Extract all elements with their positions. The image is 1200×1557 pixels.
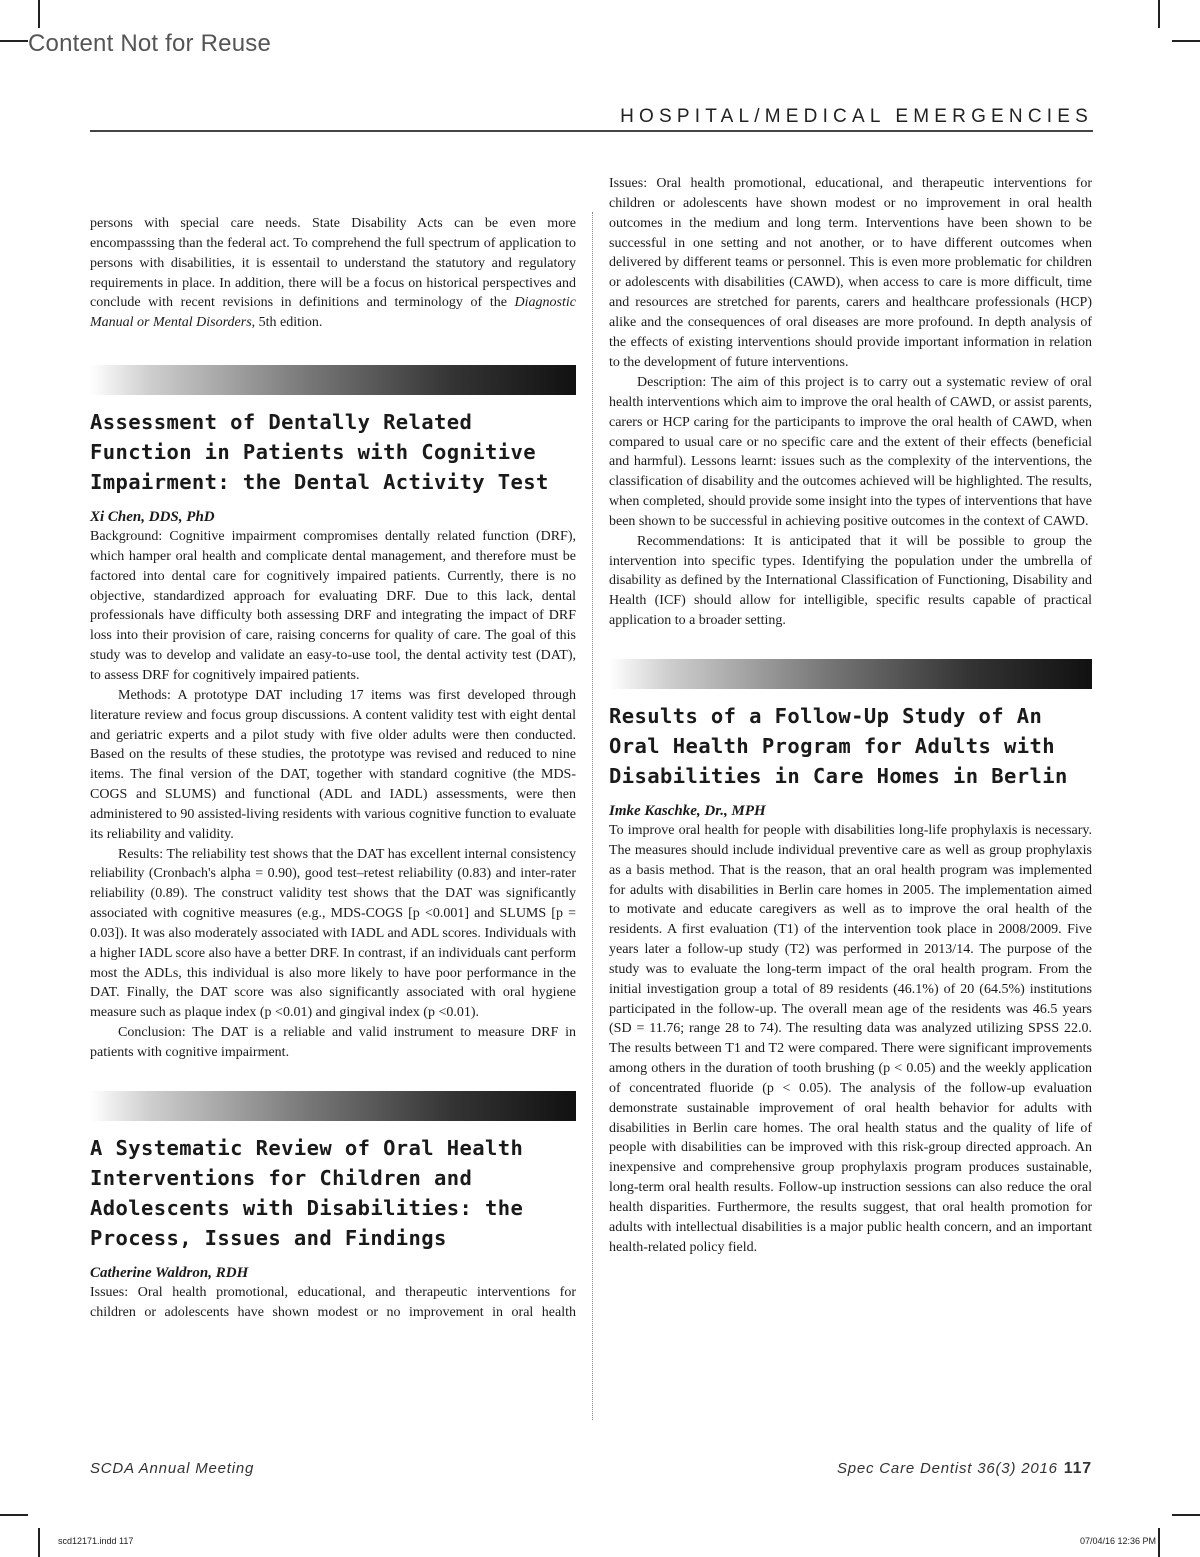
- crop-mark: [1172, 1514, 1200, 1516]
- intro-italic: Diagnostic Manual or Mental Disorders: [90, 295, 576, 331]
- crop-mark: [1158, 1528, 1160, 1557]
- intro-paragraph: [90, 214, 576, 333]
- article-paragraph-text: Issues: Oral health promotional, educational, and therapeutic interventions for children or adolescents have shown modest or no improvement in oral health: [90, 1284, 576, 1320]
- article-paragraph: [90, 1283, 576, 1323]
- article-author: Xi Chen, DDS, PhD: [90, 509, 215, 526]
- article-paragraph: Recommendations: It is anticipated that it will be possible to group the intervention into specific types. Identifying the population under the umbrella of disability as defined by the International Classification of Functioning, Disability and Health (ICF) should allow for intelligible, specific results capable of practical application to a broader setting.: [609, 533, 1092, 629]
- slug-timestamp: 07/04/16 12:36 PM: [1079, 1536, 1156, 1546]
- article-author: Catherine Waldron, RDH: [90, 1264, 249, 1281]
- intro-text: persons with special care needs. State Disability Acts can be even more encompasssing than the federal act. To comprehend the full spectrum of application to persons with disabilities, it is essentail to understand the statutory and regulatory requirements in place. In addition, there will be a focus on historical perspectives and conclude with recent revisions in definitions and terminology of the: [90, 216, 576, 311]
- article-paragraph-continued: [609, 174, 1092, 373]
- footer-citation: [837, 1460, 1092, 1478]
- crop-mark: [38, 0, 40, 28]
- article-banner: [90, 365, 576, 395]
- article-paragraph: Conclusion: The DAT is a reliable and valid instrument to measure DRF in patients with cognitive impairment.: [90, 1025, 576, 1060]
- footer-meeting: SCDA Annual Meeting: [90, 1460, 255, 1477]
- article-paragraph: To improve oral health for people with disabilities long-life prophylaxis is necessary. The measures should include individual preventive care as well as group prophylaxis as a basis method. That is the reason, that an oral health program was implemented for adults with disabilities in Berlin care homes in 2005. The implementation aimed to motivate and educate caregivers as well as to improve the oral health of the residents. A first evaluation (T1) of the intervention took place in 2008/2009. Five years later a follow-up study (T2) was performed in 2013/14. The purpose of the study was to evaluate the long-term impact of the oral health program. From the initial investigation group a total of 89 residents (46.1%) of 20 (64.5%) institutions participated in the follow-up. The overall mean age of the residents was 46.5 years (SD = 11.76; range 28 to 74). The resulting data was analyzed utilizing SPSS 22.0. The results between T1 and T2 were compared. There were significant improvements among others in the duration of tooth brushing (p < 0.05) and the weekly application of concentrated fluoride (p < 0.05). The analysis of the follow-up evaluation demonstrate sustainable improvement of oral health behavior for adults with disabilities in Berlin care homes. The oral health status and the quality of life of people with disabilities can be improved with this risk-group directed approach. An inexpensive and comprehensive group prophylaxis program produces sustainable, long-term oral health results. Follow-up instruction sessions can also reduce the oral health disparities. Furthermore, the results suggest, that oral health promotion for adults with intellectual disabilities is a major public health concern, and an important health-related policy field.: [609, 822, 1092, 1255]
- left-column: [90, 214, 576, 1323]
- article-banner: [609, 659, 1092, 689]
- article-paragraph: Methods: A prototype DAT including 17 items was first developed through literature review and focus group discussions. A content validity test with eight dental and geriatric experts and a pilot study with five older adults were then conducted. Based on the results of these studies, the prototype was revised and reduced to nine items. The final version of the DAT, together with standard cognitive (the MDS-COGS and SLUMS) and functional (ADL and IADL) assessments, were then administered to 90 assisted-living residents with various cognitive function to evaluate its reliability and validity.: [90, 687, 576, 842]
- section-header: HOSPITAL/MEDICAL EMERGENCIES: [620, 106, 1093, 127]
- article-title: Results of a Follow-Up Study of An Oral Health Program for Adults with Disabilities in Care Homes in Berlin: [609, 703, 1068, 788]
- header-rule: [90, 130, 1093, 132]
- article-title: A Systematic Review of Oral Health Interventions for Children and Adolescents with Disabilities: the Process, Issues and Findings: [90, 1135, 524, 1250]
- crop-mark: [1158, 0, 1160, 28]
- article-title: Assessment of Dentally Related Function in Patients with Cognitive Impairment: the Dental Activity Test: [90, 410, 549, 495]
- slug-filename: scd12171.indd 117: [58, 1536, 134, 1546]
- page-number: 117: [1063, 1460, 1092, 1477]
- crop-mark: [0, 40, 28, 42]
- article-author: Imke Kaschke, Dr., MPH: [609, 802, 766, 819]
- article-paragraph: Description: The aim of this project is to carry out a systematic review of oral health interventions which aim to improve the oral health of CAWD, or assist parents, carers or HCP caring for the participants to improve the oral health of CAWD, when compared to usual care or no specific care and the extent of their effects (beneficial and harmful). Lessons learnt: issues such as the complexity of the interventions, the classification of disability and the outcomes achieved will be highlighted. The results, when completed, should provide some insight into the types of interventions that have been shown to be successful in achieving positive outcomes in the context of CAWD.: [609, 375, 1092, 529]
- crop-mark: [1172, 40, 1200, 42]
- intro-text-end: , 5th edition.: [251, 315, 323, 331]
- watermark: Content Not for Reuse: [28, 30, 271, 57]
- footer-journal: Spec Care Dentist 36(3) 2016: [836, 1460, 1058, 1477]
- right-column: [609, 176, 1092, 1258]
- crop-mark: [38, 1528, 40, 1557]
- column-divider: [592, 212, 593, 1420]
- crop-mark: [0, 1514, 28, 1516]
- article-banner: [90, 1091, 576, 1121]
- article-paragraph-text: Issues: Oral health promotional, educational, and therapeutic interventions for children or adolescents have shown modest or no improvement in oral health outcomes in the medium and long term. Interventions have been shown to be successful in one setting and not another, or to have different outcomes when delivered by different teams or personnel. This is even more problematic for children or adolescents with disabilities (CAWD), when access to care is more difficult, time and resources are stretched for parents, carers and healthcare professionals (HCP) alike and the consequences of oral diseases are more profound. In depth analysis of the effects of existing interventions should provide important information in relation to the development of future interventions.: [609, 176, 1092, 370]
- article-paragraph: Results: The reliability test shows that the DAT has excellent internal consistency reliability (Cronbach's alpha = 0.90), good test–retest reliability (0.83) and inter-rater reliability (0.89). The construct validity test shows that the DAT was significantly associated with cognitive measures (e.g., MDS-COGS [p <0.001] and SLUMS [p = 0.03]). It was also moderately associated with IADL and ADL scores. Individuals with a higher IADL score also have a better DRF. In contrast, if an individuals cant perform most the ADLs, this individual is also more likely to have poor performance in the DAT. Finally, the DAT score was also significantly associated with oral hygiene measure such as plaque index (p <0.01) and gingival index (p <0.01).: [90, 846, 576, 1021]
- article-paragraph: Background: Cognitive impairment compromises dentally related function (DRF), which hamper oral health and complicate dental management, and therefore must be factored into dental care for cognitively impaired patients. Currently, there is no objective, standardized approach for evaluating DRF. Due to this lack, dental professionals have difficulty both assessing DRF and integrating the impact of DRF loss into their provision of care, raising concerns for quality of care. The goal of this study was to develop and validate an easy-to-use tool, the dental activity test (DAT), to assess DRF for cognitively impaired patients.: [90, 529, 576, 683]
